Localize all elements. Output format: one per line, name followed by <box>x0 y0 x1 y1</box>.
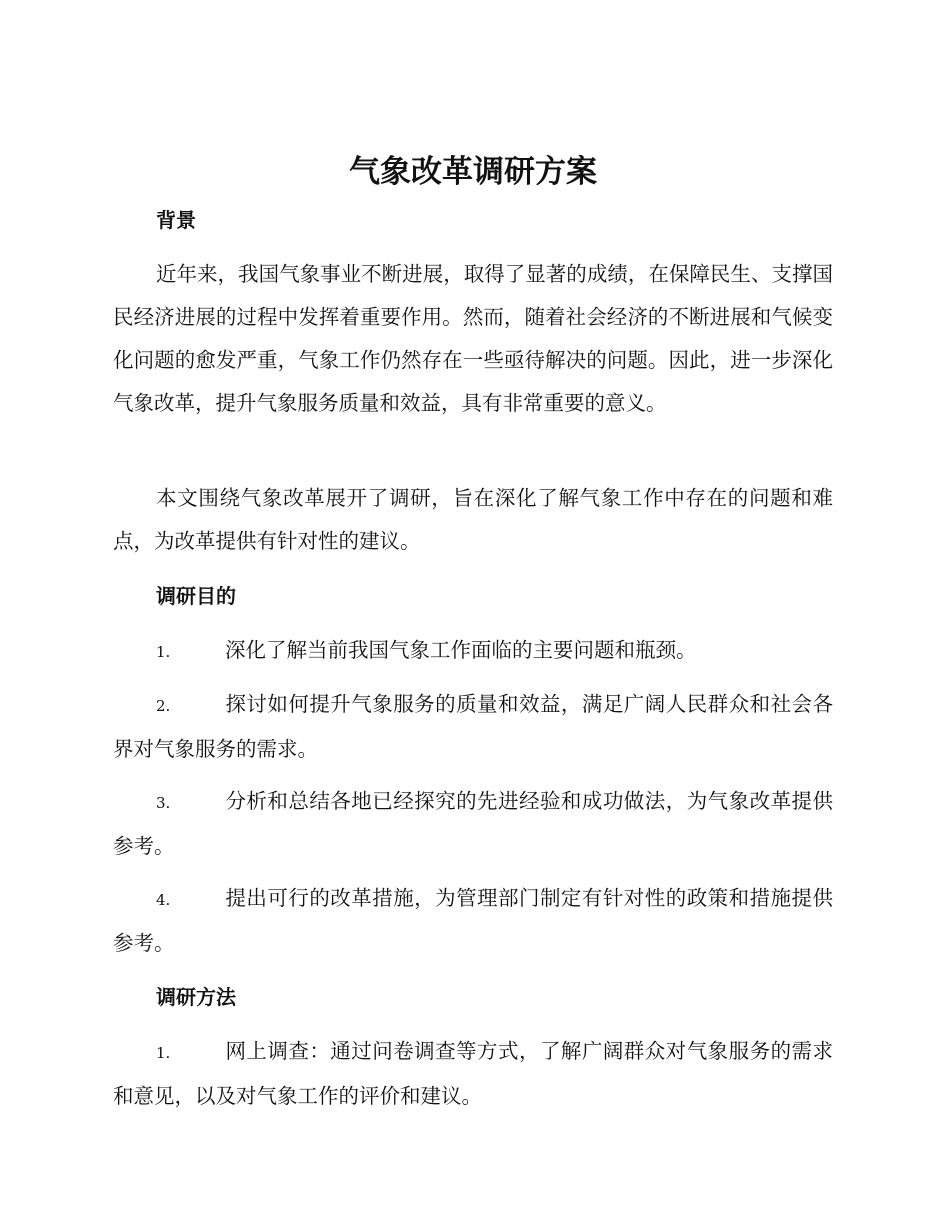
background-paragraph-1: 近年来，我国气象事业不断进展，取得了显著的成绩，在保障民生、支撑国民经济进展的过程中发挥着重要作用。然而，随着社会经济的不断进展和气候变化问题的愈发严重，气象工作仍然存在一些亟待解决的问题。因此，进一步深化气象改革，提升气象服务质量和效益，具有非常重要的意义。 <box>113 262 833 415</box>
list-number: 3. <box>156 794 171 812</box>
list-number: 4. <box>156 891 171 909</box>
purpose-list-item <box>113 877 833 965</box>
list-number: 2. <box>156 697 171 715</box>
list-number: 1. <box>156 643 171 661</box>
purpose-list-item <box>113 683 833 771</box>
list-item-text: 深化了解当前我国气象工作面临的主要问题和瓶颈。 <box>225 638 697 662</box>
section-heading-background: 背景 <box>156 208 196 232</box>
purpose-list-item <box>113 629 833 674</box>
list-item-text: 探讨如何提升气象服务的质量和效益，满足广阔人民群众和社会各界对气象服务的需求。 <box>113 692 833 761</box>
section-heading-method: 调研方法 <box>156 985 236 1009</box>
list-item-text: 提出可行的改革措施，为管理部门制定有针对性的政策和措施提供参考。 <box>113 886 833 955</box>
list-number: 1. <box>156 1044 171 1062</box>
list-item-text: 网上调查：通过问卷调查等方式，了解广阔群众对气象服务的需求和意见，以及对气象工作的评价和建议。 <box>113 1039 833 1108</box>
background-paragraph-2: 本文围绕气象改革展开了调研，旨在深化了解气象工作中存在的问题和难点，为改革提供有针对性的建议。 <box>113 486 833 553</box>
purpose-list-item <box>113 780 833 868</box>
list-item-text: 分析和总结各地已经探究的先进经验和成功做法，为气象改革提供参考。 <box>113 789 833 858</box>
method-list-item <box>113 1030 833 1118</box>
document-title: 气象改革调研方案 <box>349 154 597 190</box>
section-heading-purpose: 调研目的 <box>156 584 236 608</box>
